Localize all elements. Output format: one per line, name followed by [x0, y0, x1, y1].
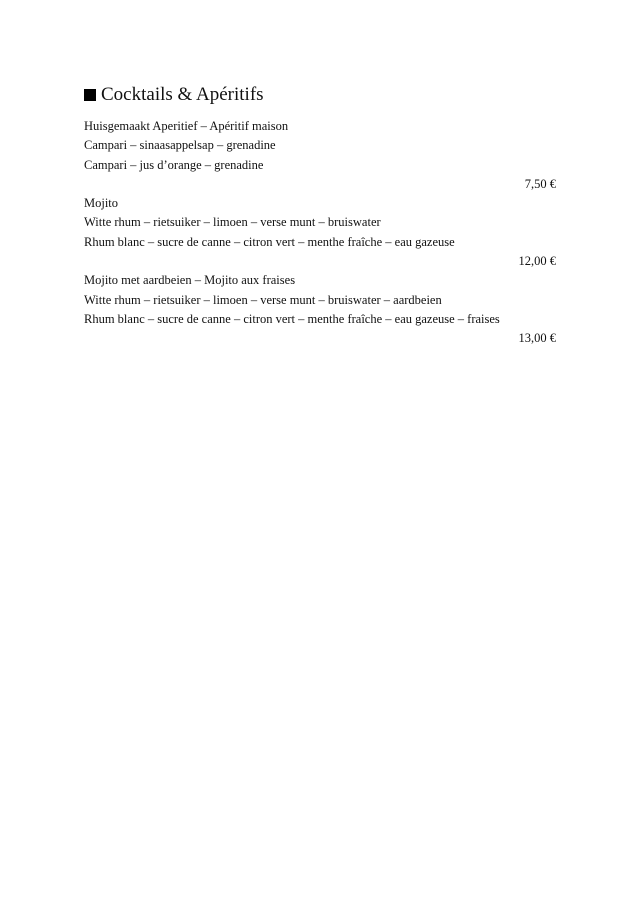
item-line: Rhum blanc – sucre de canne – citron vert – menthe fraîche – eau gazeuse – fraises — [84, 311, 500, 326]
item-line: Mojito — [84, 196, 119, 211]
item-line: Campari – jus d’orange – grenadine — [84, 157, 264, 172]
item-price: 12,00 € — [518, 254, 556, 269]
item-price: 13,00 € — [518, 331, 556, 346]
item-line: Campari – sinaasappelsap – grenadine — [84, 138, 276, 153]
item-line: Mojito met aardbeien – Mojito aux fraises — [84, 273, 296, 288]
item-line: Witte rhum – rietsuiker – limoen – verse munt – bruiswater – aardbeien — [84, 292, 442, 307]
item-line: Witte rhum – rietsuiker – limoen – verse munt – bruiswater — [84, 215, 381, 230]
menu-item-mojito — [84, 194, 556, 271]
menu-page — [84, 82, 556, 349]
menu-item-mojito-fraises — [84, 271, 556, 348]
item-price: 7,50 € — [524, 176, 556, 191]
item-line: Rhum blanc – sucre de canne – citron vert – menthe fraîche – eau gazeuse — [84, 234, 455, 249]
section-heading — [84, 82, 556, 108]
section-title: Cocktails & Apéritifs — [101, 84, 264, 105]
menu-item-aperitif — [84, 117, 556, 194]
black-square-icon — [84, 89, 96, 101]
item-line: Huisgemaakt Aperitief – Apéritif maison — [84, 119, 289, 133]
